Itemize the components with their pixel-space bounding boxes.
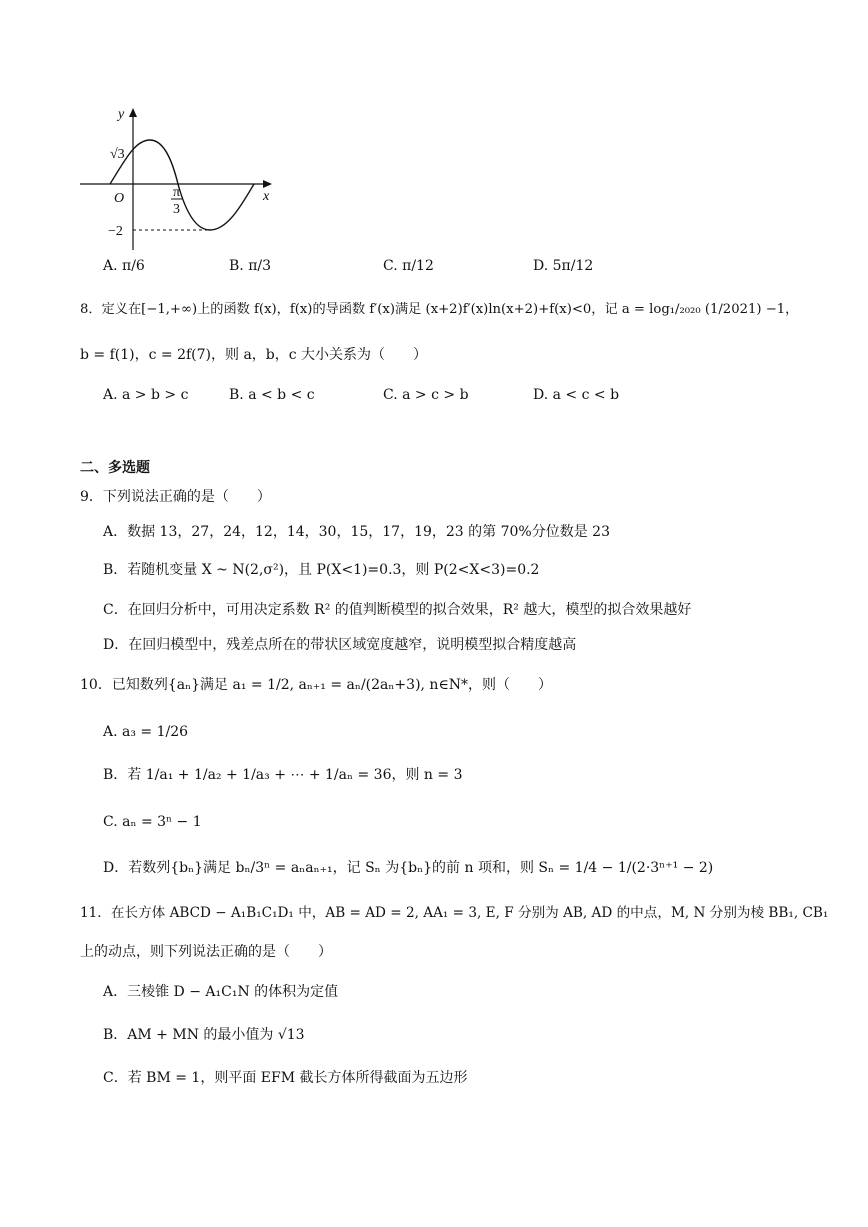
- q9-stem: 9．下列说法正确的是（ ）: [80, 489, 271, 505]
- q7-option-b: B. π/3: [229, 258, 272, 274]
- x-tick-pi-den: 3: [173, 202, 180, 217]
- q9-option-b: B．若随机变量 X ~ N(2,σ²)，且 P(X<1)=0.3，则 P(2<X<3)=0.2: [103, 562, 540, 578]
- q11-option-a: A．三棱锥 D − A₁C₁N 的体积为定值: [103, 984, 339, 1000]
- y-tick-minus2: −2: [108, 224, 123, 239]
- sine-graph: [70, 98, 370, 258]
- y-tick-sqrt3: √3: [110, 147, 125, 162]
- q9-option-a: A．数据 13，27，24，12，14，30，15，17，19，23 的第 70%分位数是 23: [103, 524, 610, 540]
- q7-option-d: D. 5π/12: [533, 258, 594, 274]
- q10-option-a: A. a₃ = 1/26: [103, 724, 189, 740]
- q8-option-a: A. a > b > c: [103, 387, 189, 403]
- q10-option-b: B．若 1/a₁ + 1/a₂ + 1/a₃ + ⋯ + 1/aₙ = 36，则 n = 3: [103, 767, 463, 783]
- q8-stem-line2: b = f(1)，c = 2f(7)，则 a，b，c 大小关系为（ ）: [80, 347, 428, 363]
- sine-curve: [110, 140, 254, 230]
- q7-option-c: C. π/12: [383, 258, 434, 274]
- q8-stem-line1: 8．定义在[−1,+∞)上的函数 f(x)，f(x)的导函数 f′(x)满足 (x+2)f′(x)ln(x+2)+f(x)<0，记 a = log₁/₂₀₂₀ (1/2021) −1，: [80, 302, 799, 317]
- y-axis-label: y: [118, 107, 125, 122]
- q10-option-c: C. aₙ = 3ⁿ − 1: [103, 814, 202, 830]
- section-heading: 二、多选题: [80, 460, 150, 476]
- origin-label: O: [114, 191, 125, 206]
- q9-option-c: C．在回归分析中，可用决定系数 R² 的值判断模型的拟合效果，R² 越大，模型的拟合效果越好: [103, 602, 692, 618]
- q11-stem-line2: 上的动点，则下列说法正确的是（ ）: [80, 944, 332, 960]
- x-axis-label: x: [263, 189, 270, 204]
- q11-stem-line1: 11．在长方体 ABCD − A₁B₁C₁D₁ 中，AB = AD = 2, AA₁ = 3, E, F 分别为 AB, AD 的中点，M, N 分别为棱 BB₁, CB₁: [80, 905, 829, 921]
- q11-option-c: C．若 BM = 1，则平面 EFM 截长方体所得截面为五边形: [103, 1070, 468, 1086]
- q9-option-d: D．在回归模型中，残差点所在的带状区域宽度越窄，说明模型拟合精度越高: [103, 637, 577, 653]
- q10-option-d: D．若数列{bₙ}满足 bₙ/3ⁿ = aₙaₙ₊₁，记 Sₙ 为{bₙ}的前 n 项和，则 Sₙ = 1/4 − 1/(2·3ⁿ⁺¹ − 2): [103, 860, 714, 876]
- q7-option-a: A. π/6: [103, 258, 145, 274]
- q8-option-b: B. a < b < c: [229, 387, 315, 403]
- x-axis-arrow: [263, 180, 272, 188]
- q10-stem: 10．已知数列{aₙ}满足 a₁ = 1/2, aₙ₊₁ = aₙ/(2aₙ+3), n∈N*，则（ ）: [80, 677, 553, 693]
- q8-option-c: C. a > c > b: [383, 387, 469, 403]
- q11-option-b: B．AM + MN 的最小值为 √13: [103, 1027, 305, 1043]
- y-axis-arrow: [129, 108, 137, 117]
- q8-option-d: D. a < c < b: [533, 387, 620, 403]
- x-tick-pi-num: π: [173, 185, 181, 200]
